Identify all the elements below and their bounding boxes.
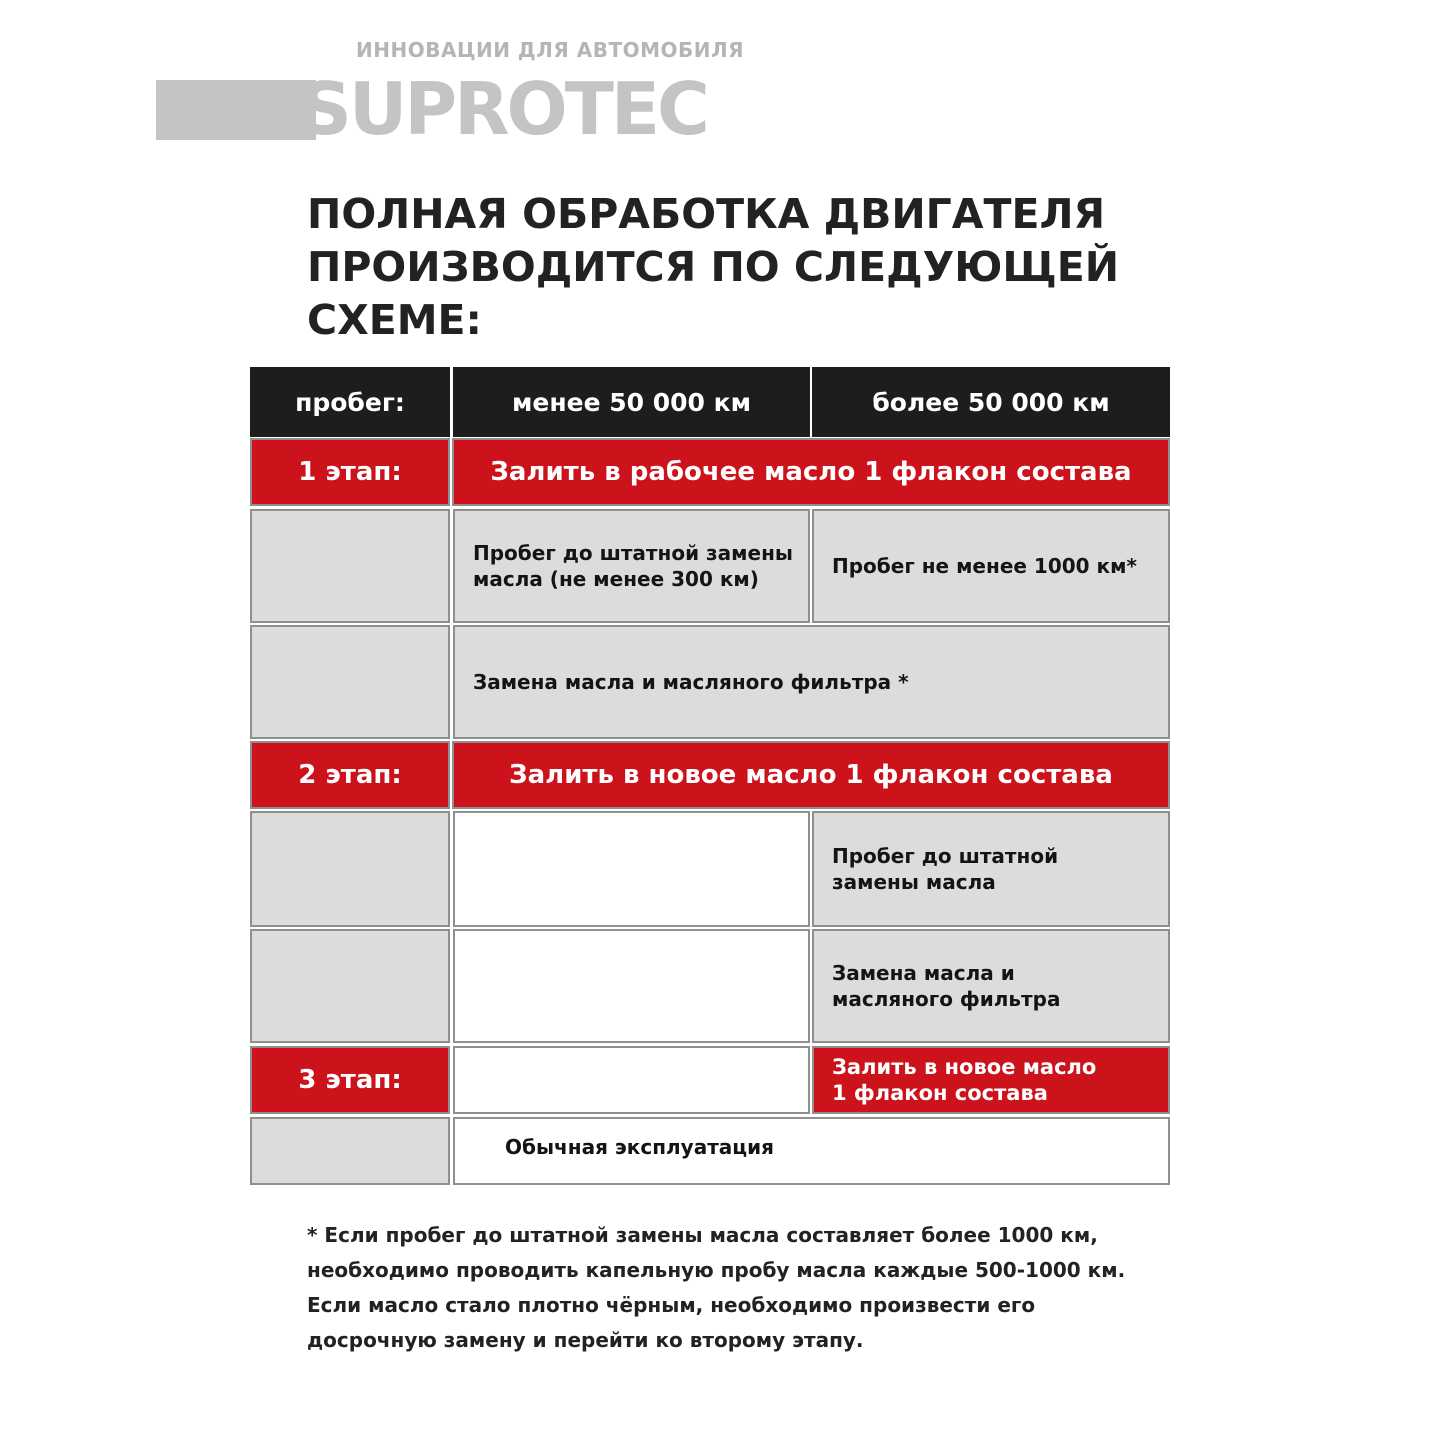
stage-3-label: 3 этап:: [250, 1046, 450, 1114]
cell-line: Замена масла и: [832, 961, 1015, 985]
logo-bar: [156, 80, 316, 140]
header-less-50000: менее 50 000 км: [453, 367, 810, 437]
logo-tagline: ИННОВАЦИИ ДЛЯ АВТОМОБИЛЯ: [356, 38, 744, 62]
stage-1-action: Залить в рабочее масло 1 флакон состава: [452, 438, 1170, 506]
cell-line: замены масла: [832, 870, 996, 894]
normal-operation: Обычная эксплуатация: [453, 1117, 1170, 1185]
stage-1-less-run: [453, 509, 810, 623]
footnote-line: досрочную замену и перейти ко второму этапу.: [307, 1328, 864, 1352]
header-more-50000: более 50 000 км: [812, 367, 1170, 437]
title-line: ПРОИЗВОДИТСЯ ПО СЛЕДУЮЩЕЙ: [307, 243, 1120, 291]
scheme-table: [250, 367, 1170, 1185]
cell-line: Пробег до штатной: [832, 844, 1059, 868]
cell-line: Пробег до штатной замены: [473, 541, 793, 565]
cell-line: Залить в новое масло: [832, 1055, 1097, 1079]
logo-brand: SUPROTEC: [300, 67, 707, 151]
stage-1-more-run: Пробег не менее 1000 км*: [812, 509, 1170, 623]
empty-stage-cell: [250, 929, 450, 1043]
empty-less-cell: [453, 929, 810, 1043]
stage-3-more-action: [812, 1046, 1170, 1114]
stage-2-more-change: [812, 929, 1170, 1043]
footnote: [307, 1218, 1207, 1358]
cell-line: 1 флакон состава: [832, 1081, 1048, 1105]
empty-less-cell: [453, 1046, 810, 1114]
cell-line: масла (не менее 300 км): [473, 567, 759, 591]
empty-stage-cell: [250, 1117, 450, 1185]
title-line: ПОЛНАЯ ОБРАБОТКА ДВИГАТЕЛЯ: [307, 190, 1106, 238]
footnote-line: Если масло стало плотно чёрным, необходимо произвести его: [307, 1293, 1036, 1317]
empty-stage-cell: [250, 811, 450, 927]
empty-stage-cell: [250, 625, 450, 739]
page-title: [307, 188, 1187, 347]
footnote-line: необходимо проводить капельную пробу масла каждые 500-1000 км.: [307, 1258, 1126, 1282]
stage-2-label: 2 этап:: [250, 741, 450, 809]
stage-2-action: Залить в новое масло 1 флакон состава: [452, 741, 1170, 809]
title-line: СХЕМЕ:: [307, 296, 482, 344]
empty-less-cell: [453, 811, 810, 927]
stage-2-more-run: [812, 811, 1170, 927]
footnote-line: * Если пробег до штатной замены масла составляет более 1000 км,: [307, 1223, 1098, 1247]
cell-line: масляного фильтра: [832, 987, 1061, 1011]
header-mileage: пробег:: [250, 367, 450, 437]
empty-stage-cell: [250, 509, 450, 623]
stage-1-oil-change: Замена масла и масляного фильтра *: [453, 625, 1170, 739]
stage-1-label: 1 этап:: [250, 438, 450, 506]
